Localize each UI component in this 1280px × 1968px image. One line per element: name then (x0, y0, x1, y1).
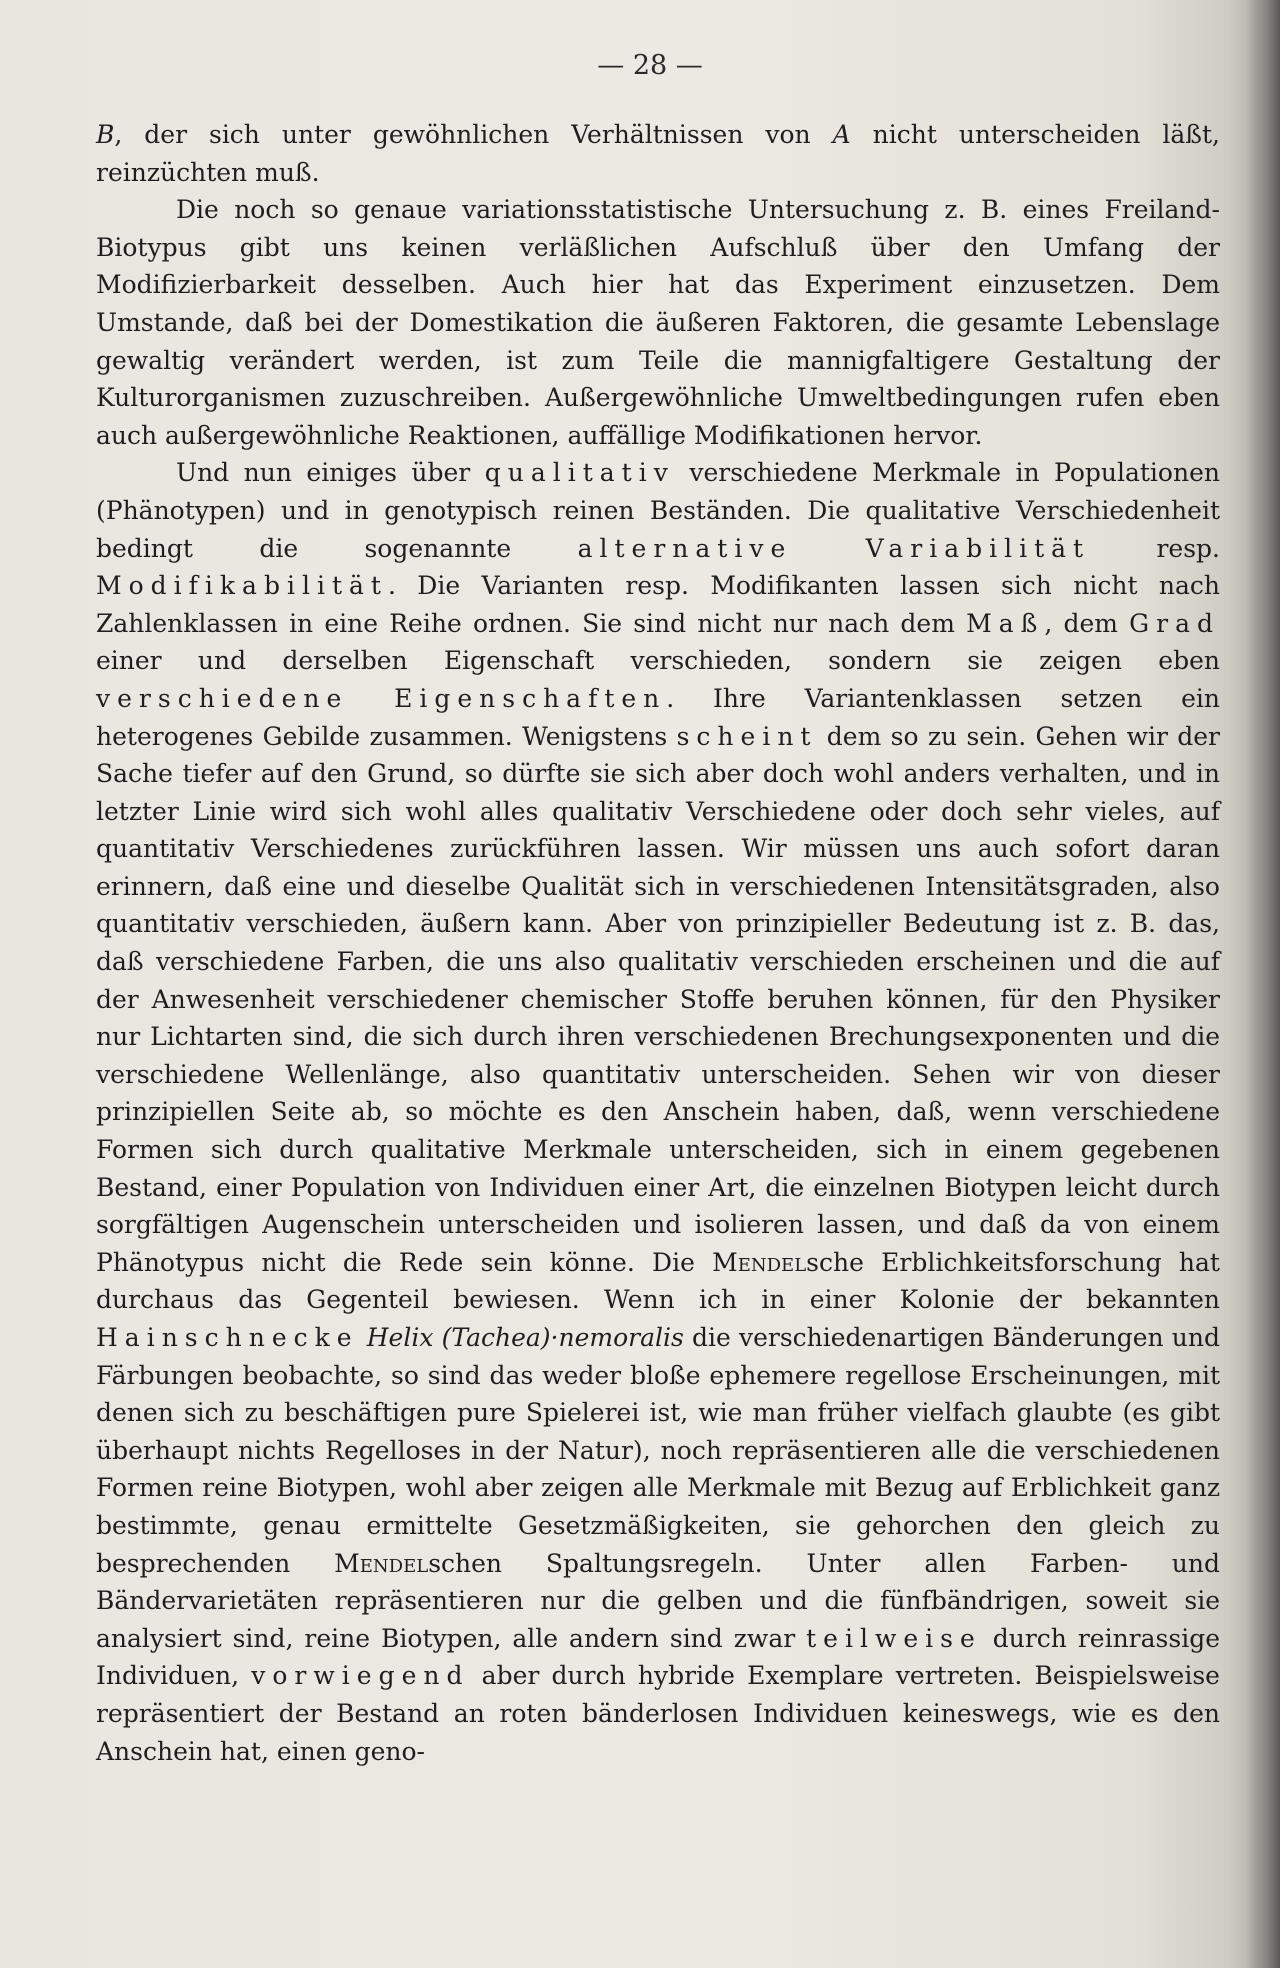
emphasis-hainschnecke: Hainschnecke (96, 1323, 359, 1352)
text-run: resp. (1090, 533, 1221, 563)
paragraph-variation-statistics: Die noch so genaue variationsstatistische Untersuchung z. B. eines Freiland-Biotypus gibt uns keinen verläßlichen Aufschluß über den Umfang der Modifizierbarkeit desselben. Auch hier hat das Experiment einzusetzen. Dem Umstande, daß bei der Domestikation die äußeren Faktoren, die gesamte Lebenslage gewaltig verändert werden, ist zum Teile die mannigfaltigere Gestaltung der Kulturorganismen zuzuschreiben. Außergewöhnliche Umweltbedingungen rufen eben auch außergewöhnliche Reaktionen, auffällige Modifikationen hervor. (96, 195, 1220, 450)
text-run: dem so zu sein. Gehen wir der Sache tiefer auf den Grund, so dürfte sie sich aber doch wohl anders verhalten, und in letzter Linie wird sich wohl alles qualitativ Verschiedene oder doch sehr vieles, auf quantitativ Verschiedenes zurückführen lassen. Wir müssen uns auch sofort daran erinnern, daß eine und dieselbe Qualität sich in verschiedenen Intensitätsgraden, also quantitativ verschieden, äußern kann. Aber von prinzipieller Bedeutung ist z. B. das, daß verschiedene Farben, die uns also qualitativ verschieden erscheinen und die auf der Anwesenheit verschiedener chemischer Stoffe beruhen können, für den Physiker nur Lichtarten sind, die sich durch ihren verschiedenen Brechungsexponenten und die verschiedene Wellenlänge, also quantitativ unterscheiden. Sehen wir von dieser prinzipiellen Seite ab, so möchte es den Anschein haben, daß, wenn verschiedene Formen sich durch qualitative Merkmale unterscheiden, sich in einem gegebenen Bestand, einer Population von Individuen einer Art, die einzelnen Biotypen leicht durch sorgfältigen Augenschein unterscheiden und isolieren lassen, und daß da von einem Phänotypus nicht die Rede sein könne. Die (96, 721, 1221, 1277)
emphasis-vorwiegend: vorwiegend (251, 1661, 470, 1691)
variable-b: B (96, 120, 115, 149)
text-run: Und nun einiges über (176, 458, 485, 488)
text-run: sche Erblichkeitsforschung hat durchaus das Gegenteil bewiesen. Wenn ich in einer Kolonie der bekannten (96, 1247, 1220, 1315)
text-run: verschiedene Merkmale in Populationen (Phänotypen) und in genotypisch reinen Beständen. Die qualitative Verschiedenheit bedingt die sogenannte (96, 458, 1220, 563)
page-number: — 28 — (597, 50, 703, 81)
species-name: Helix (Tachea)·nemoralis (366, 1323, 684, 1352)
text-run: schen Spaltungsregeln. Unter allen Farben- und Bändervarietäten repräsentieren nur die gelben und die fünfbändrigen, soweit sie analysiert sind, reine Biotypen, alle andern sind zwar (96, 1548, 1220, 1653)
text-run: nicht unterscheiden läßt, reinzüchten muß. (96, 120, 1220, 187)
name-mendel: Mendel (334, 1548, 429, 1578)
emphasis-modifikabilitaet: Modifikabilität (96, 571, 388, 601)
text-run: , der sich unter gewöhnlichen Verhältnissen von (114, 120, 833, 149)
paragraph-qualitative-traits (96, 454, 1220, 1770)
emphasis-verschiedene-eigenschaften: verschiedene Eigenschaften (96, 683, 667, 713)
text-run: . Die Varianten resp. Modifikanten lassen sich nicht nach Zahlenklassen in eine Reihe ordnen. Sie sind nicht nur nach dem (96, 571, 1220, 638)
text-run: durch reinrassige Individuen, (96, 1623, 1220, 1691)
text-run: einer und derselben Eigenschaft verschieden, sondern sie zeigen eben (96, 646, 1220, 676)
page-edge-shadow (1246, 0, 1280, 1968)
emphasis-grad: Grad (1129, 608, 1220, 638)
emphasis-alternative-variabilitaet: alternative Variabilität (577, 533, 1091, 563)
text-run: . Ihre Variantenklassen setzen ein heterogenes Gebilde zusammen. Wenigstens (96, 683, 1220, 751)
emphasis-mass: Maß (966, 608, 1045, 638)
text-run (359, 1323, 367, 1352)
emphasis-scheint: scheint (676, 721, 818, 751)
text-run: , dem (1044, 608, 1130, 638)
text-run: aber durch hybride Exemplare vertreten. Beispielsweise repräsentiert der Bestand an roten bänderlosen Individuen keineswegs, wie es den Anschein hat, einen geno- (96, 1661, 1220, 1766)
body-text (96, 116, 1220, 1770)
text-run: die verschiedenartigen Bänderungen und Färbungen beobachte, so sind das weder bloße ephemere regellose Erscheinungen, mit denen sich zu beschäftigen pure Spielerei ist, wie man früher vielfach glaubte (es gibt überhaupt nichts Regelloses in der Natur), noch repräsentieren alle die verschiedenen Formen reine Biotypen, wohl aber zeigen alle Merkmale mit Bezug auf Erblichkeit ganz bestimmte, genau ermittelte Gesetzmäßigkeiten, sie gehorchen den gleich zu besprechenden (96, 1323, 1220, 1578)
paragraph-continuation (96, 116, 1220, 191)
emphasis-qualitativ: qualitativ (484, 458, 675, 488)
emphasis-teilweise: teilweise (806, 1623, 982, 1653)
variable-a: A (832, 120, 851, 149)
name-mendel: Mendel (712, 1247, 807, 1277)
